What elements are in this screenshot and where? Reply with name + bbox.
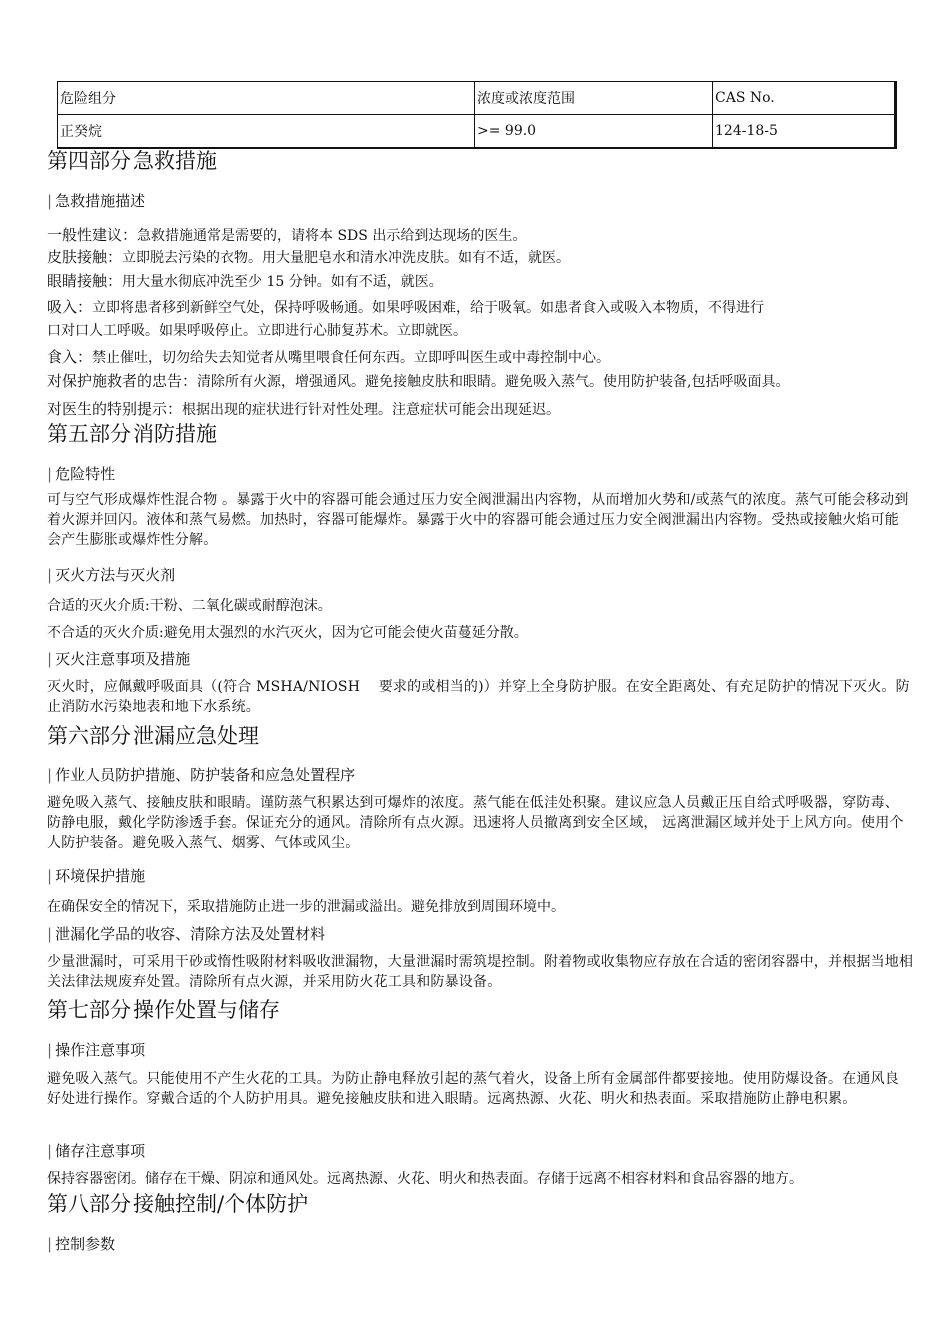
s7-subheading-storage: | 储存注意事项 xyxy=(47,1142,146,1160)
s6-subheading-cleanup: | 泄漏化学品的收容、清除方法及处置材料 xyxy=(47,925,326,943)
s5-precautions-text: 灭火时，应佩戴呼吸面具（(符合 MSHA/NIOSH 要求的或相当的)）并穿上全身防护服。在安全距离处、有充足防护的情况下灭火。防止消防水污染地表和地下水系统。 xyxy=(47,679,910,715)
s5-hazards-text: 可与空气形成爆炸性混合物 。暴露于火中的容器可能会通过压力安全阀泄漏出内容物，从而增加火势和/或蒸气的浓度。蒸气可能会移动到着火源并回闪。液体和蒸气易燃。加热时，容器可能爆炸。暴露于火中的容器可能会通过压力安全阀泄漏出内容物。受热或接触火焰可能会产生膨胀或爆炸性分解。 xyxy=(47,492,909,548)
s4-inhalation-cont: 口对口人工呼吸。如果呼吸停止。立即进行心肺复苏术。立即就医。 xyxy=(47,323,467,339)
s4-rescuer-advice: 对保护施救者的忠告：清除所有火源，增强通风。避免接触皮肤和眼睛。避免吸入蒸气。使用防护装备,包括呼吸面具。 xyxy=(47,372,790,390)
s6-environment-text: 在确保安全的情况下，采取措施防止进一步的泄漏或溢出。避免排放到周围环境中。 xyxy=(47,899,565,915)
s7-storage-text: 保持容器密闭。储存在干燥、阴凉和通风处。远离热源、火花、明火和热表面。存储于远离不相容材料和食品容器的地方。 xyxy=(47,1171,803,1187)
section-7-heading: 第七部分操作处置与储存 xyxy=(47,998,280,1022)
s5-subheading-hazards: | 危险特性 xyxy=(47,465,116,483)
s4-inhalation: 吸入：立即将患者移到新鲜空气处，保持呼吸畅通。如果呼吸困难，给于吸氧。如患者食入或吸入本物质，不得进行 xyxy=(47,298,765,316)
s6-personnel-text: 避免吸入蒸气、接触皮肤和眼睛。谨防蒸气积累达到可爆炸的浓度。蒸气能在低洼处积聚。建议应急人员戴正压自给式呼吸器，穿防毒、防静电服，戴化学防渗透手套。保证充分的通风。清除所有点火源。迅速将人员撤离到安全区域， 远离泄漏区域并处于上风方向。使用个人防护装备。避免吸入蒸气、烟雾、气体或风尘。 xyxy=(47,795,904,851)
header-cas: CAS No. xyxy=(713,82,896,115)
s5-subheading-precautions: | 灭火注意事项及措施 xyxy=(47,650,191,668)
section-4-title: 急救措施 xyxy=(133,149,217,173)
table-header-row xyxy=(58,82,896,115)
section-8-heading: 第八部分接触控制/个体防护 xyxy=(47,1192,309,1216)
section-4-number: 第四部分 xyxy=(47,149,131,173)
section-6-heading: 第六部分泄漏应急处理 xyxy=(47,724,259,748)
section-5-heading: 第五部分消防措施 xyxy=(47,422,217,446)
cell-cas: 124-18-5 xyxy=(713,115,896,149)
s4-skin-contact: 皮肤接触：立即脱去污染的衣物。用大量肥皂水和清水冲洗皮肤。如有不适，就医。 xyxy=(47,248,571,266)
s6-cleanup-text: 少量泄漏时，可采用干砂或惰性吸附材料吸收泄漏物，大量泄漏时需筑堤控制。附着物或收集物应存放在合适的密闭容器中，并根据当地相关法律法规废弃处置。清除所有点火源，并采用防火花工具和防暴设备。 xyxy=(47,954,914,990)
s4-eye-contact: 眼睛接触：用大量水彻底冲洗至少 15 分钟。如有不适，就医。 xyxy=(47,272,443,290)
cell-component: 正癸烷 xyxy=(58,115,475,149)
cell-concentration: >= 99.0 xyxy=(475,115,713,149)
s5-suitable-media: 合适的灭火介质:干粉、二氧化碳或耐醇泡沫。 xyxy=(47,598,332,614)
s5-unsuitable-media: 不合适的灭火介质:避免用太强烈的水汽灭火，因为它可能会使火苗蔓延分散。 xyxy=(47,625,528,641)
s8-subheading-control-params: | 控制参数 xyxy=(47,1235,116,1253)
header-component: 危险组分 xyxy=(58,82,475,115)
s7-subheading-handling: | 操作注意事项 xyxy=(47,1041,146,1059)
s6-subheading-personnel: | 作业人员防护措施、防护装备和应急处置程序 xyxy=(47,766,356,784)
composition-table xyxy=(57,81,897,149)
s5-subheading-extinguishing: | 灭火方法与灭火剂 xyxy=(47,566,176,584)
header-concentration: 浓度或浓度范围 xyxy=(475,82,713,115)
s4-doctor-note: 对医生的特别提示：根据出现的症状进行针对性处理。注意症状可能会出现延迟。 xyxy=(47,400,561,418)
s7-handling-text: 避免吸入蒸气。只能使用不产生火花的工具。为防止静电释放引起的蒸气着火，设备上所有金属部件都要接地。使用防爆设备。在通风良好处进行操作。穿戴合适的个人防护用具。避免接触皮肤和进入眼睛。远离热源、火花、明火和热表面。采取措施防止静电积累。 xyxy=(47,1071,899,1107)
table-row xyxy=(58,115,896,149)
s4-general-advice: 一般性建议：急救措施通常是需要的，请将本 SDS 出示给到达现场的医生。 xyxy=(47,226,527,244)
s6-subheading-environment: | 环境保护措施 xyxy=(47,867,146,885)
s4-ingestion: 食入：禁止催吐，切勿给失去知觉者从嘴里喂食任何东西。立即呼叫医生或中毒控制中心。 xyxy=(47,348,611,366)
s4-subheading-first-aid: | 急救措施描述 xyxy=(47,192,146,210)
section-4-heading xyxy=(47,149,217,173)
